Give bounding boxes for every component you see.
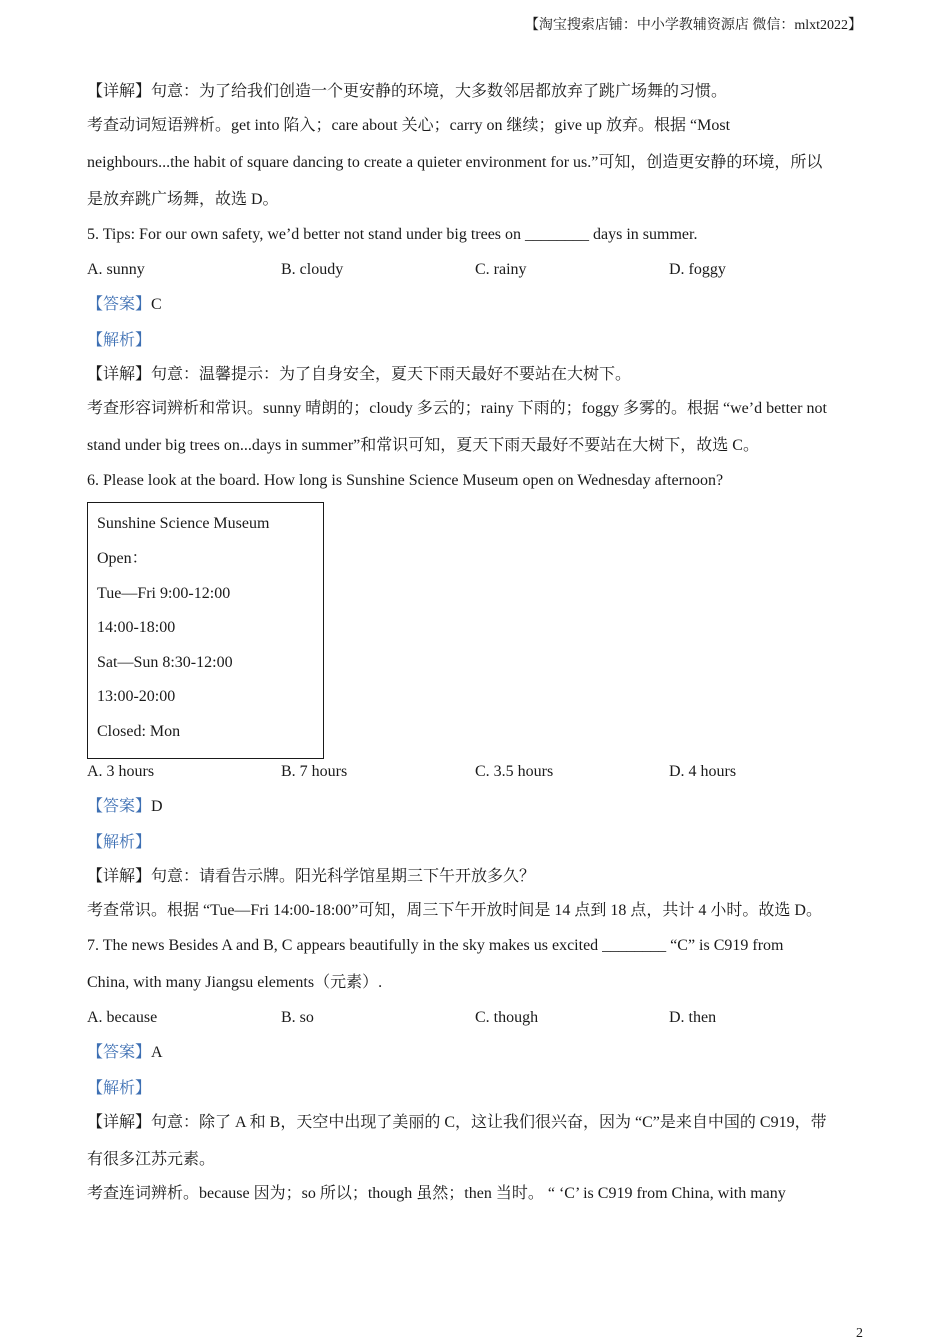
board-line: 13:00-20:00 <box>97 688 176 705</box>
q5-answer <box>87 295 162 315</box>
detail-line: 有很多江苏元素。 <box>87 1151 216 1168</box>
q6-answer <box>87 797 163 817</box>
q5-option-c: C. rainy <box>475 261 527 278</box>
analysis-line: 考查动词短语辨析。get into 陷入；care about 关心；carry on 继续；give up 放弃。根据 “Most <box>87 117 731 134</box>
analysis-line: neighbours...the habit of square dancing to create a quieter environment for us.”可知，创造更安静的环境，所以 <box>87 154 823 171</box>
analysis-line: 考查连词辨析。because 因为；so 所以；though 虽然；then 当时。 “ ‘C’ is C919 from China, with many <box>87 1185 786 1202</box>
page-header: 【淘宝搜索店铺：中小学教辅资源店 微信：mlxt2022】 <box>524 18 862 33</box>
q5-option-b: B. cloudy <box>281 261 344 278</box>
museum-board <box>87 502 324 759</box>
analysis-line: 考查常识。根据 “Tue—Fri 14:00-18:00”可知，周三下午开放时间是 14 点到 18 点，共计 4 小时。故选 D。 <box>87 902 822 919</box>
q7-option-d: D. then <box>669 1009 717 1026</box>
q5-analysis-tag: 【解析】 <box>87 332 152 349</box>
question-7-cont: China, with many Jiangsu elements（元素）. <box>87 974 383 991</box>
analysis-line: 考查形容词辨析和常识。sunny 晴朗的；cloudy 多云的；rainy 下雨的；foggy 多雾的。根据 “we’d better not <box>87 400 827 417</box>
q6-option-c: C. 3.5 hours <box>475 763 554 780</box>
answer-value: A <box>151 1044 163 1061</box>
q7-option-b: B. so <box>281 1009 314 1026</box>
board-line: Open： <box>97 550 148 567</box>
q5-option-d: D. foggy <box>669 261 726 278</box>
board-line: Sunshine Science Museum <box>97 515 270 532</box>
question-7: 7. The news Besides A and B, C appears beautifully in the sky makes us excited ________ “C” is C919 from <box>87 937 784 954</box>
page-number: 2 <box>856 1326 863 1341</box>
detail-line: 【详解】句意：请看告示牌。阳光科学馆星期三下午开放多久？ <box>87 868 536 885</box>
q6-analysis-tag: 【解析】 <box>87 834 152 851</box>
answer-value: D <box>151 798 163 815</box>
q7-answer <box>87 1043 163 1063</box>
q6-option-a: A. 3 hours <box>87 763 155 780</box>
analysis-line: 是放弃跳广场舞，故选 D。 <box>87 191 279 208</box>
q7-analysis-tag: 【解析】 <box>87 1080 152 1097</box>
question-5: 5. Tips: For our own safety, we’d better not stand under big trees on ________ days in summer. <box>87 226 698 243</box>
q6-option-b: B. 7 hours <box>281 763 348 780</box>
answer-tag: 【答案】 <box>87 296 152 313</box>
detail-line: 【详解】句意：除了 A 和 B，天空中出现了美丽的 C，这让我们很兴奋，因为 “C”是来自中国的 C919，带 <box>87 1114 827 1131</box>
answer-tag: 【答案】 <box>87 798 152 815</box>
board-line: Tue—Fri 9:00-12:00 <box>97 585 231 602</box>
question-6: 6. Please look at the board. How long is Sunshine Science Museum open on Wednesday afternoon? <box>87 472 724 489</box>
answer-value: C <box>151 296 162 313</box>
q6-option-d: D. 4 hours <box>669 763 737 780</box>
board-line: 14:00-18:00 <box>97 619 176 636</box>
analysis-line: stand under big trees on...days in summer”和常识可知，夏天下雨天最好不要站在大树下，故选 C。 <box>87 437 759 454</box>
detail-line: 【详解】句意：温馨提示：为了自身安全，夏天下雨天最好不要站在大树下。 <box>87 366 632 383</box>
q7-option-a: A. because <box>87 1009 158 1026</box>
q7-option-c: C. though <box>475 1009 539 1026</box>
board-line: Closed: Mon <box>97 723 181 740</box>
board-line: Sat—Sun 8:30-12:00 <box>97 654 233 671</box>
detail-line: 【详解】句意：为了给我们创造一个更安静的环境，大多数邻居都放弃了跳广场舞的习惯。 <box>87 83 728 100</box>
answer-tag: 【答案】 <box>87 1044 152 1061</box>
q5-option-a: A. sunny <box>87 261 145 278</box>
